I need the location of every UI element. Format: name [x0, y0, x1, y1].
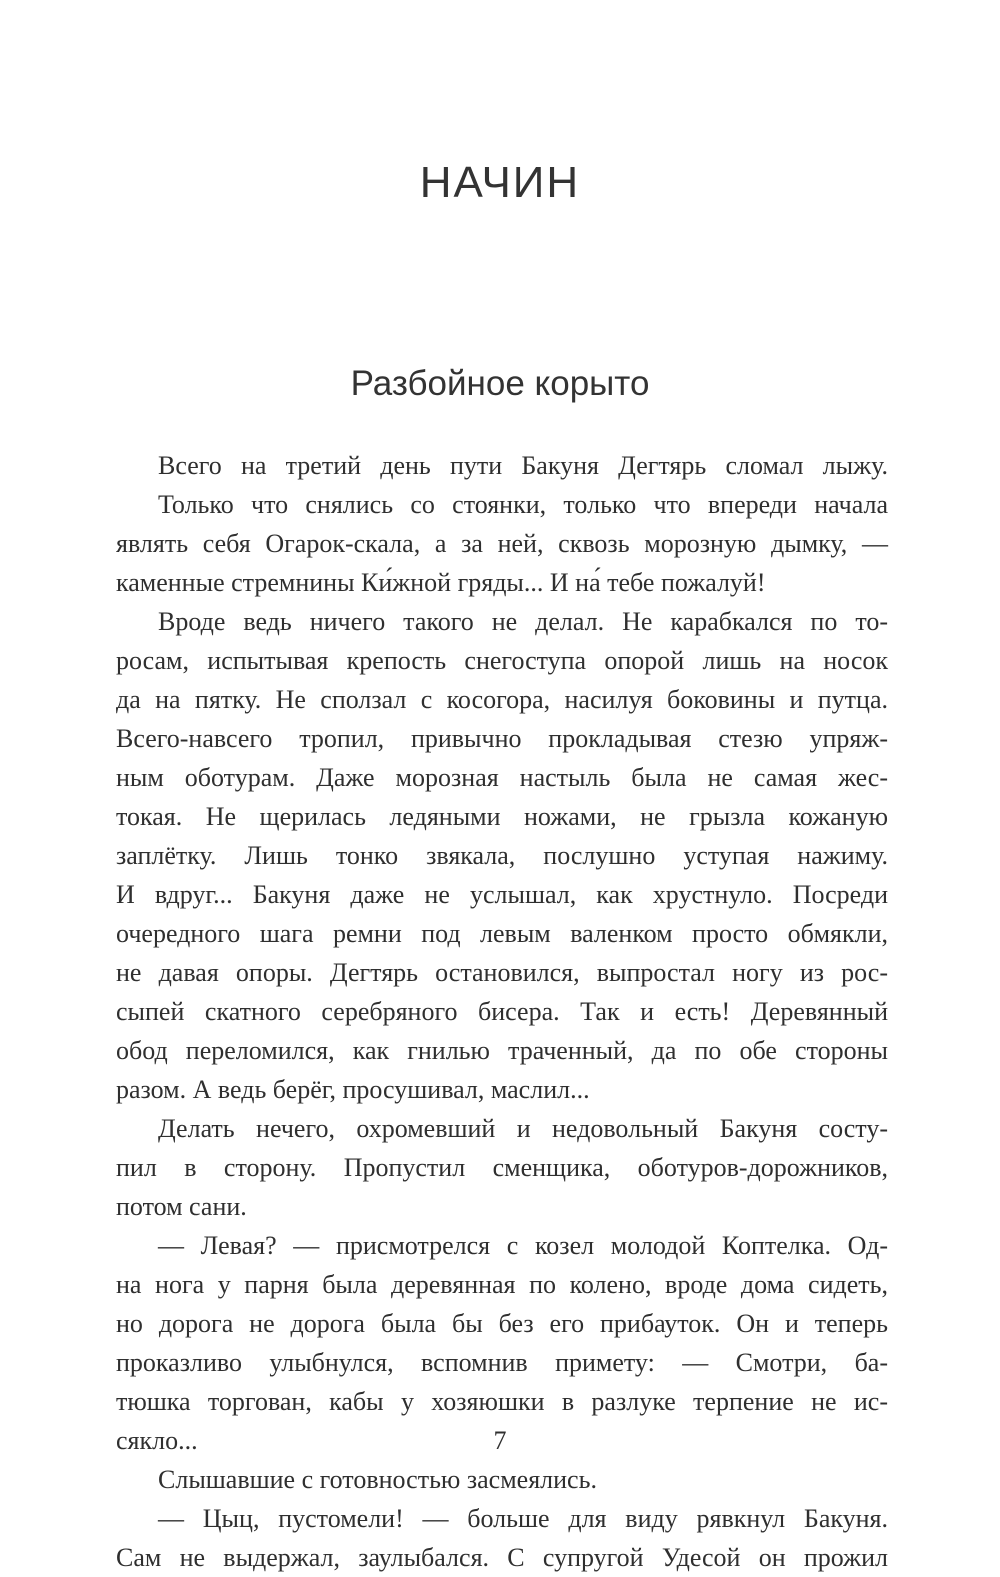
- chapter-title: Разбойное корыто: [350, 364, 650, 403]
- text-line: Слышавшие с готовностью засмеялись.: [158, 1465, 597, 1494]
- text-line: потом сани.: [116, 1192, 247, 1221]
- text-line: — Цыц, пустомели! — больше для виду рявкнул Бакуня.: [158, 1504, 888, 1533]
- text-line: каменные стремнины Ки́жной гряды... И на́ тебе пожалуй!: [116, 568, 766, 597]
- text-line: Сам не выдержал, заулыбался. С супругой Удесой он прожил: [116, 1543, 888, 1572]
- text-line: заплётку. Лишь тонко звякала, послушно уступая нажиму.: [116, 841, 888, 870]
- text-line: проказливо улыбнулся, вспомнив примету: — Смотри, ба-: [116, 1348, 888, 1377]
- text-line: да на пятку. Не сползал с косогора, насилуя боковины и путца.: [116, 685, 888, 714]
- text-line: обод переломился, как гнилью траченный, да по обе стороны: [116, 1036, 888, 1065]
- part-title: НАЧИН: [419, 158, 581, 207]
- text-line: И вдруг... Бакуня даже не услышал, как хрустнуло. Посреди: [116, 880, 888, 909]
- text-line: тюшка торгован, кабы у хозяюшки в разлуке терпение не ис-: [116, 1387, 888, 1416]
- text-line: являть себя Огарок-скала, а за ней, сквозь морозную дымку, —: [116, 529, 888, 558]
- text-line: Всего-навсего тропил, привычно прокладывая стезю упряж-: [116, 724, 888, 753]
- text-line: разом. А ведь берёг, просушивал, маслил...: [116, 1075, 590, 1104]
- text-line: Делать нечего, охромевший и недовольный Бакуня состу-: [158, 1114, 888, 1143]
- text-line: пил в сторону. Пропустил сменщика, оботуров-дорожников,: [116, 1153, 888, 1182]
- text-line: Только что снялись со стоянки, только что впереди начала: [158, 490, 888, 519]
- text-line: на нога у парня была деревянная по колено, вроде дома сидеть,: [116, 1270, 888, 1299]
- text-line: токая. Не щерилась ледяными ножами, не грызла кожаную: [116, 802, 888, 831]
- text-line: ным оботурам. Даже морозная настыль была не самая жес-: [116, 763, 888, 792]
- text-line: сякло...: [116, 1426, 198, 1455]
- text-line: но дорога не дорога была бы без его прибауток. Он и теперь: [116, 1309, 888, 1338]
- text-line: очередного шага ремни под левым валенком просто обмякли,: [116, 919, 888, 948]
- text-line: — Левая? — присмотрелся с козел молодой Коптелка. Од-: [158, 1231, 888, 1260]
- text-line: сыпей скатного серебряного бисера. Так и есть! Деревянный: [116, 997, 888, 1026]
- text-line: Вроде ведь ничего такого не делал. Не карабкался по то-: [158, 607, 888, 636]
- text-line: росам, испытывая крепость снегоступа опорой лишь на носок: [116, 646, 888, 675]
- text-line: не давая опоры. Дегтярь остановился, выпростал ногу из рос-: [116, 958, 888, 987]
- body-text: [116, 446, 888, 1577]
- page-number: 7: [493, 1426, 507, 1455]
- text-line: Всего на третий день пути Бакуня Дегтярь сломал лыжу.: [158, 451, 888, 480]
